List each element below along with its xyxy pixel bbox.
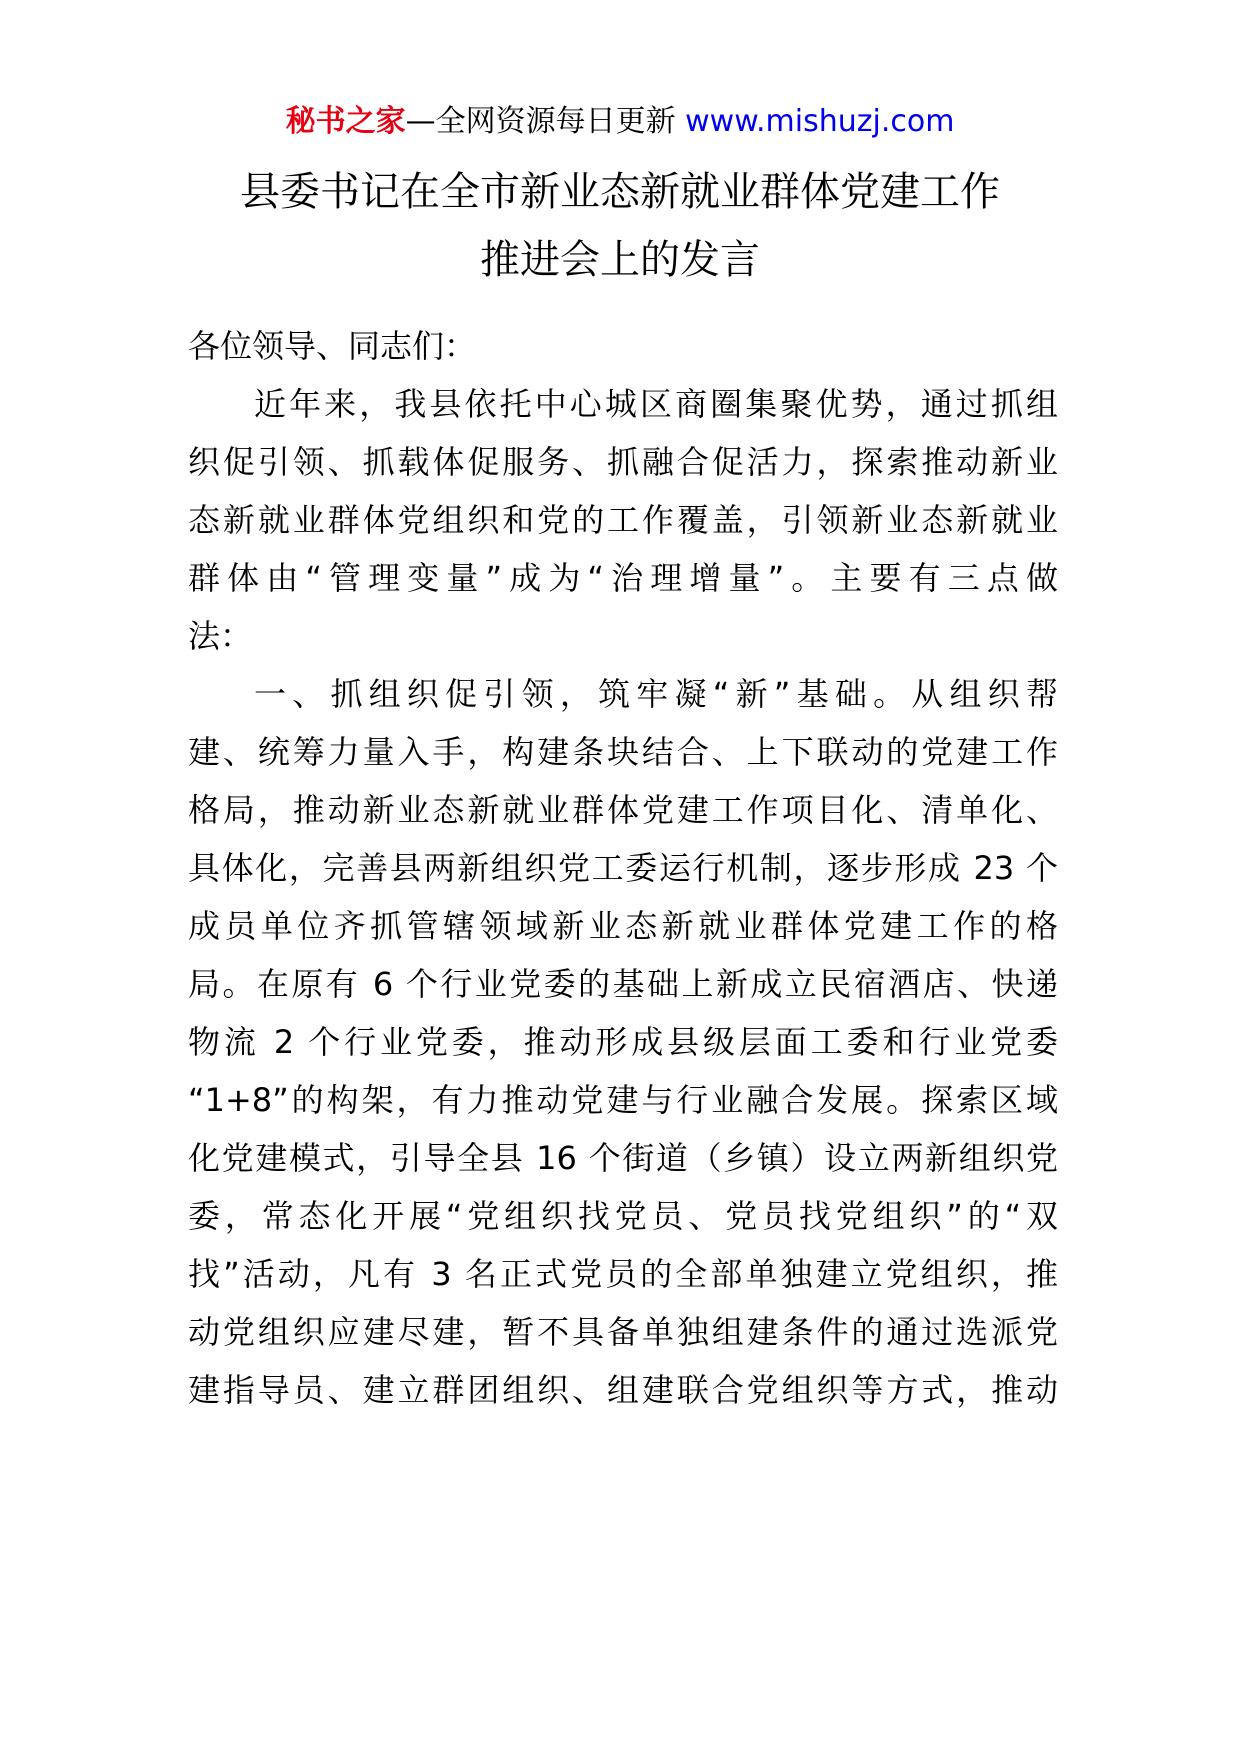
paragraph-line: 态新就业群体党组织和党的工作覆盖，引领新业态新就业: [188, 501, 1058, 539]
document-title-line-2: 推进会上的发言: [480, 237, 760, 283]
paragraph-line: 群体由“管理变量”成为“治理增量”。主要有三点做: [188, 559, 1058, 597]
paragraph-line: 成员单位齐抓管辖领域新业态新就业群体党建工作的格: [188, 907, 1058, 945]
paragraph-line: 建指导员、建立群团组织、组建联合党组织等方式，推动: [188, 1371, 1058, 1409]
brand-name: 秘书之家: [285, 104, 406, 139]
paragraph-line: 委，常态化开展“党组织找党员、党员找党组织”的“双: [188, 1197, 1058, 1235]
site-url-link[interactable]: www.mishuzj.com: [685, 104, 955, 139]
paragraph-line: 具体化，完善县两新组织党工委运行机制，逐步形成 23 个: [188, 849, 1058, 887]
site-header: [0, 100, 1240, 144]
paragraph-line: “1+8”的构架，有力推动党建与行业融合发展。探索区域: [188, 1081, 1058, 1119]
paragraph-line: 找”活动，凡有 3 名正式党员的全部单独建立党组织，推: [188, 1255, 1058, 1293]
document-title-line-1: 县委书记在全市新业态新就业群体党建工作: [240, 169, 1000, 215]
paragraph-line: 动党组织应建尽建，暂不具备单独组建条件的通过选派党: [188, 1313, 1058, 1351]
paragraph-line: 化党建模式，引导全县 16 个街道（乡镇）设立两新组织党: [188, 1139, 1058, 1177]
paragraph-line: 建、统筹力量入手，构建条块结合、上下联动的党建工作: [188, 733, 1058, 771]
paragraph-line: 物流 2 个行业党委，推动形成县级层面工委和行业党委: [188, 1023, 1058, 1061]
paragraph-line: 近年来，我县依托中心城区商圈集聚优势，通过抓组: [254, 385, 1058, 423]
paragraph-line: 格局，推动新业态新就业群体党建工作项目化、清单化、: [188, 791, 1058, 829]
salutation: 各位领导、同志们：: [188, 327, 477, 365]
paragraph-line: 织促引领、抓载体促服务、抓融合促活力，探索推动新业: [188, 443, 1058, 481]
header-tagline: —全网资源每日更新: [405, 104, 676, 139]
paragraph-line: 法：: [188, 617, 253, 655]
section-heading-line: 一、抓组织促引领，筑牢凝“新”基础。从组织帮: [254, 675, 1058, 713]
paragraph-line: 局。在原有 6 个行业党委的基础上新成立民宿酒店、快递: [188, 965, 1058, 1003]
